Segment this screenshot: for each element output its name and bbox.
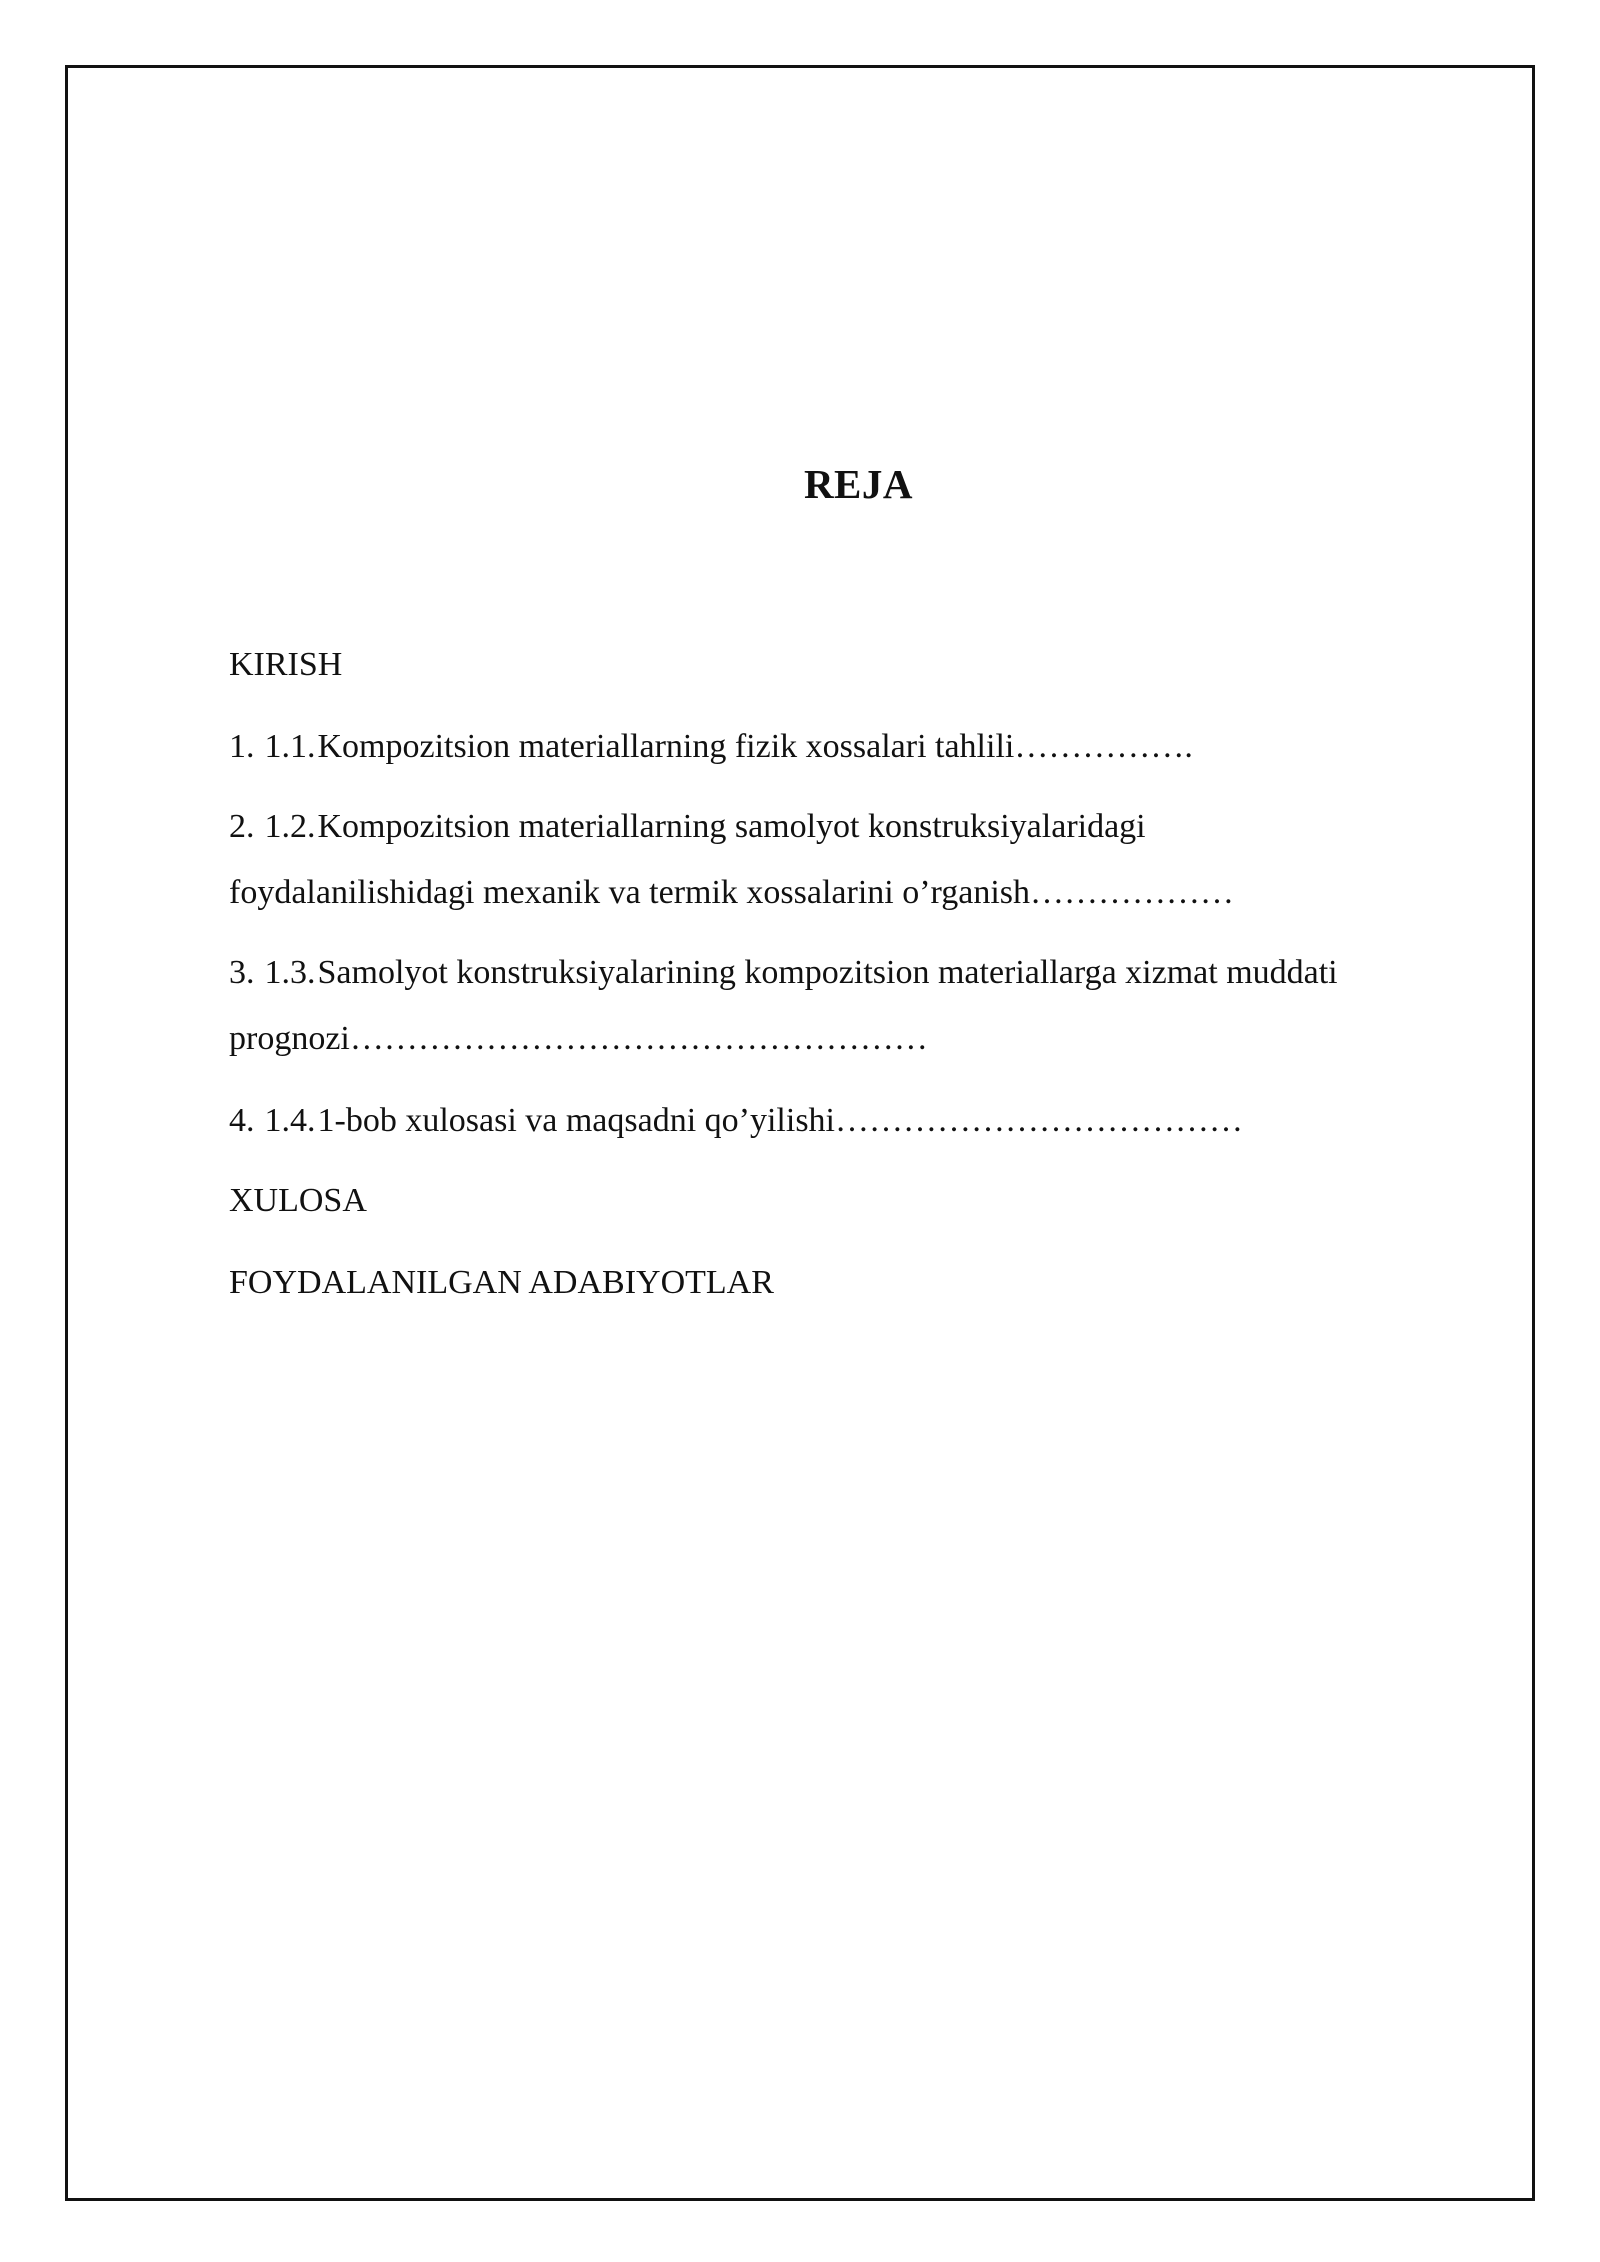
toc-item-number: 2. bbox=[229, 808, 255, 845]
toc-item-section: 1.3. bbox=[264, 954, 316, 991]
toc-conclusion: XULOSA bbox=[229, 1182, 367, 1219]
toc-item-text: Samolyot konstruksiyalarining kompozitsion materiallarga xizmat muddati bbox=[317, 954, 1338, 991]
toc-item-3-continuation: prognozi…………………………………………… bbox=[229, 1020, 928, 1057]
toc-item-3 bbox=[229, 940, 1338, 1005]
toc-item-section: 1.1. bbox=[264, 728, 316, 765]
toc-item-4 bbox=[229, 1088, 1243, 1153]
toc-item-section: 1.4. bbox=[264, 1102, 316, 1139]
toc-item-2-continuation: foydalanilishidagi mexanik va termik xossalarini o’rganish……………… bbox=[229, 874, 1235, 911]
toc-references: FOYDALANILGAN ADABIYOTLAR bbox=[229, 1264, 774, 1301]
toc-item-number: 1. bbox=[229, 728, 255, 765]
toc-item-2 bbox=[229, 794, 1146, 859]
toc-item-section: 1.2. bbox=[264, 808, 316, 845]
toc-item-text: 1-bob xulosasi va maqsadni qo’yilishi……………………………… bbox=[317, 1102, 1244, 1139]
toc-item-number: 3. bbox=[229, 954, 255, 991]
toc-item-number: 4. bbox=[229, 1102, 255, 1139]
page-title: REJA bbox=[803, 461, 914, 507]
toc-item-text: Kompozitsion materiallarning fizik xossalari tahlili……………. bbox=[317, 728, 1193, 765]
toc-item-1 bbox=[229, 714, 1193, 779]
toc-item-text: Kompozitsion materiallarning samolyot konstruksiyalaridagi bbox=[317, 808, 1146, 845]
toc-intro: KIRISH bbox=[229, 646, 343, 683]
